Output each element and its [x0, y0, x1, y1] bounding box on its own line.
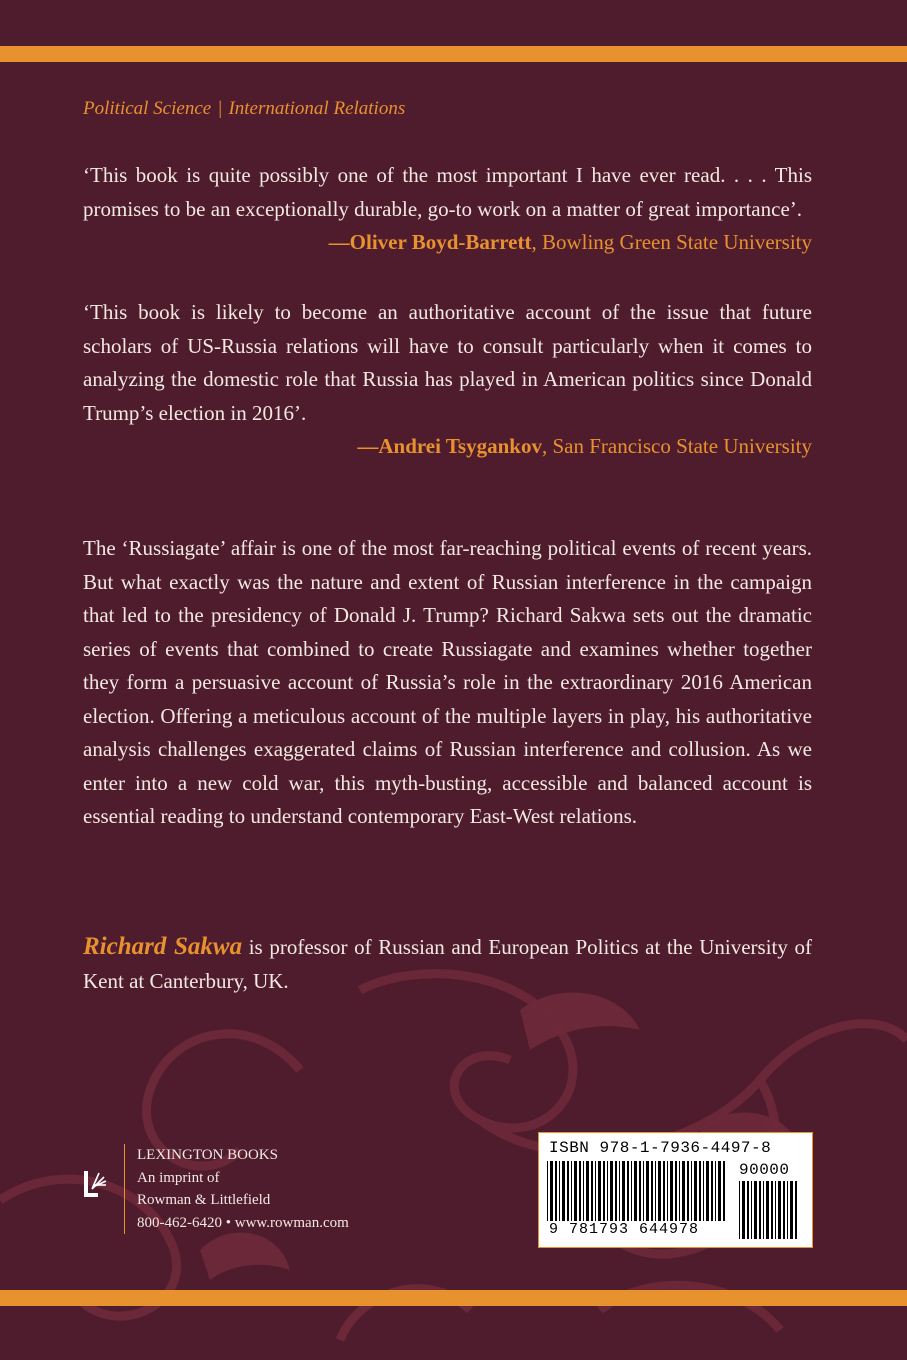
endorsement-quote-1 — [83, 159, 812, 260]
addon-barcode-bars — [739, 1181, 803, 1239]
author-bio — [83, 930, 812, 998]
barcode-bar — [574, 1161, 577, 1225]
barcode-bar — [783, 1181, 785, 1239]
barcode-bar — [763, 1181, 764, 1239]
barcode-bar — [627, 1161, 629, 1225]
barcode-bar — [715, 1161, 716, 1225]
barcode-bar — [679, 1161, 680, 1225]
publisher-phone: 800-462-6420 — [137, 1214, 222, 1231]
isbn-label: ISBN 978-1-7936-4497-8 — [549, 1139, 772, 1157]
category-separator: | — [217, 98, 223, 119]
barcode-bar — [711, 1161, 713, 1225]
barcode-bar — [754, 1181, 757, 1239]
barcode-bar — [571, 1161, 572, 1225]
barcode-bar — [766, 1181, 769, 1239]
barcode-bar — [643, 1161, 644, 1225]
category-primary: Political Science — [83, 98, 212, 119]
barcode-bar — [670, 1161, 673, 1225]
barcode-bar — [615, 1161, 617, 1225]
bottom-orange-band — [0, 1290, 907, 1306]
barcode-bar — [787, 1181, 788, 1239]
barcode-bar — [550, 1161, 553, 1225]
quote-attribution: —Oliver Boyd-Barrett, Bowling Green State University — [328, 230, 812, 254]
publisher-parent: Rowman & Littlefield — [137, 1192, 271, 1208]
quote-attribution: —Andrei Tsygankov, San Francisco State University — [357, 434, 812, 458]
isbn-barcode — [538, 1132, 813, 1248]
barcode-bar — [687, 1161, 689, 1225]
barcode-bar — [742, 1181, 745, 1239]
quote-text: ‘This book is likely to become an authoritative account of the issue that future scholars of US-Russia relations will have to consult particularly when it comes to analyzing the domestic role that Russia has played in American politics since Donald Trump’s election in 2016’. — [83, 300, 812, 425]
barcode-bar — [646, 1161, 649, 1225]
barcode-bars — [547, 1161, 729, 1225]
publisher-imprint-line: An imprint of — [137, 1169, 220, 1186]
barcode-bar — [682, 1161, 685, 1225]
endorsement-quote-2 — [83, 296, 812, 464]
attribution-name: Andrei Tsygankov — [378, 434, 542, 458]
category-secondary: International Relations — [228, 98, 406, 119]
barcode-bar — [718, 1161, 721, 1225]
publisher-info — [124, 1144, 349, 1234]
attribution-institution: San Francisco State University — [552, 434, 812, 458]
barcode-bar — [651, 1161, 653, 1225]
attribution-dash: — — [357, 434, 379, 458]
barcode-bar — [603, 1161, 605, 1225]
price-code: 90000 — [739, 1161, 790, 1179]
publisher-website: www.rowman.com — [234, 1214, 349, 1231]
barcode-bar — [663, 1161, 665, 1225]
quote-text: ‘This book is quite possibly one of the most important I have ever read. . . . This promises to be an exceptionally durable, go-to work on a matter of great importance’. — [83, 163, 812, 221]
category-label — [83, 98, 405, 120]
publisher-bullet: • — [225, 1214, 232, 1231]
barcode-bar — [567, 1161, 569, 1225]
barcode-bar — [706, 1161, 709, 1225]
barcode-bar — [655, 1161, 656, 1225]
barcode-bar — [610, 1161, 613, 1225]
barcode-bar — [723, 1161, 725, 1225]
lexington-logo-icon — [82, 1167, 108, 1201]
barcode-bar — [795, 1181, 797, 1239]
barcode-bar — [631, 1161, 632, 1225]
barcode-bar — [619, 1161, 620, 1225]
barcode-bar — [579, 1161, 581, 1225]
barcode-bar — [771, 1181, 773, 1239]
barcode-digits: 9 781793 644978 — [547, 1221, 729, 1238]
author-bio-text: is professor of Russian and European Politics at the University of Kent at Canterbury, UK. — [83, 935, 813, 993]
barcode-bar — [699, 1161, 701, 1225]
barcode-bar — [691, 1161, 692, 1225]
attribution-dash: — — [328, 230, 350, 254]
barcode-bar — [559, 1161, 560, 1225]
barcode-bar — [555, 1161, 557, 1225]
barcode-bar — [667, 1161, 668, 1225]
barcode-bar — [586, 1161, 589, 1225]
barcode-bar — [751, 1181, 752, 1239]
attribution-name: Oliver Boyd-Barrett — [349, 230, 532, 254]
barcode-bar — [598, 1161, 601, 1225]
barcode-bar — [658, 1161, 661, 1225]
book-description: The ‘Russiagate’ affair is one of the most far-reaching political events of recent years. But what exactly was the nature and extent of Russian interference in the campaign that led to the presidency of Donald J. Trump? Richard Sakwa sets out the dramatic series of events that combined to create Russiagate and examines whether together they form a persuasive account of Russia’s role in the extraordinary 2016 American election. Offering a meticulous account of the multiple layers in play, his authoritative analysis challenges exaggerated claims of Russian interference and collusion. As we enter into a new cold war, this myth-busting, accessible and balanced account is essential reading to understand contemporary East-West relations. — [83, 536, 812, 828]
top-orange-band — [0, 46, 907, 62]
barcode-bar — [634, 1161, 637, 1225]
barcode-bar — [694, 1161, 697, 1225]
barcode-bar — [778, 1181, 781, 1239]
barcode-bar — [790, 1181, 793, 1239]
barcode-bar — [747, 1181, 749, 1239]
barcode-bar — [622, 1161, 625, 1225]
barcode-bar — [562, 1161, 565, 1225]
barcode-bar — [591, 1161, 593, 1225]
author-name: Richard Sakwa — [83, 933, 243, 960]
barcode-bar — [759, 1181, 761, 1239]
attribution-institution: Bowling Green State University — [541, 230, 812, 254]
barcode-bar — [595, 1161, 596, 1225]
barcode-bar — [703, 1161, 704, 1225]
barcode-bar — [607, 1161, 608, 1225]
publisher-contact — [137, 1212, 349, 1235]
barcode-bar — [675, 1161, 677, 1225]
barcode-bar — [775, 1181, 776, 1239]
barcode-bar — [583, 1161, 584, 1225]
barcode-bar — [739, 1181, 740, 1239]
publisher-name: LEXINGTON BOOKS — [137, 1147, 278, 1163]
barcode-bar — [639, 1161, 641, 1225]
barcode-bar — [547, 1161, 548, 1225]
